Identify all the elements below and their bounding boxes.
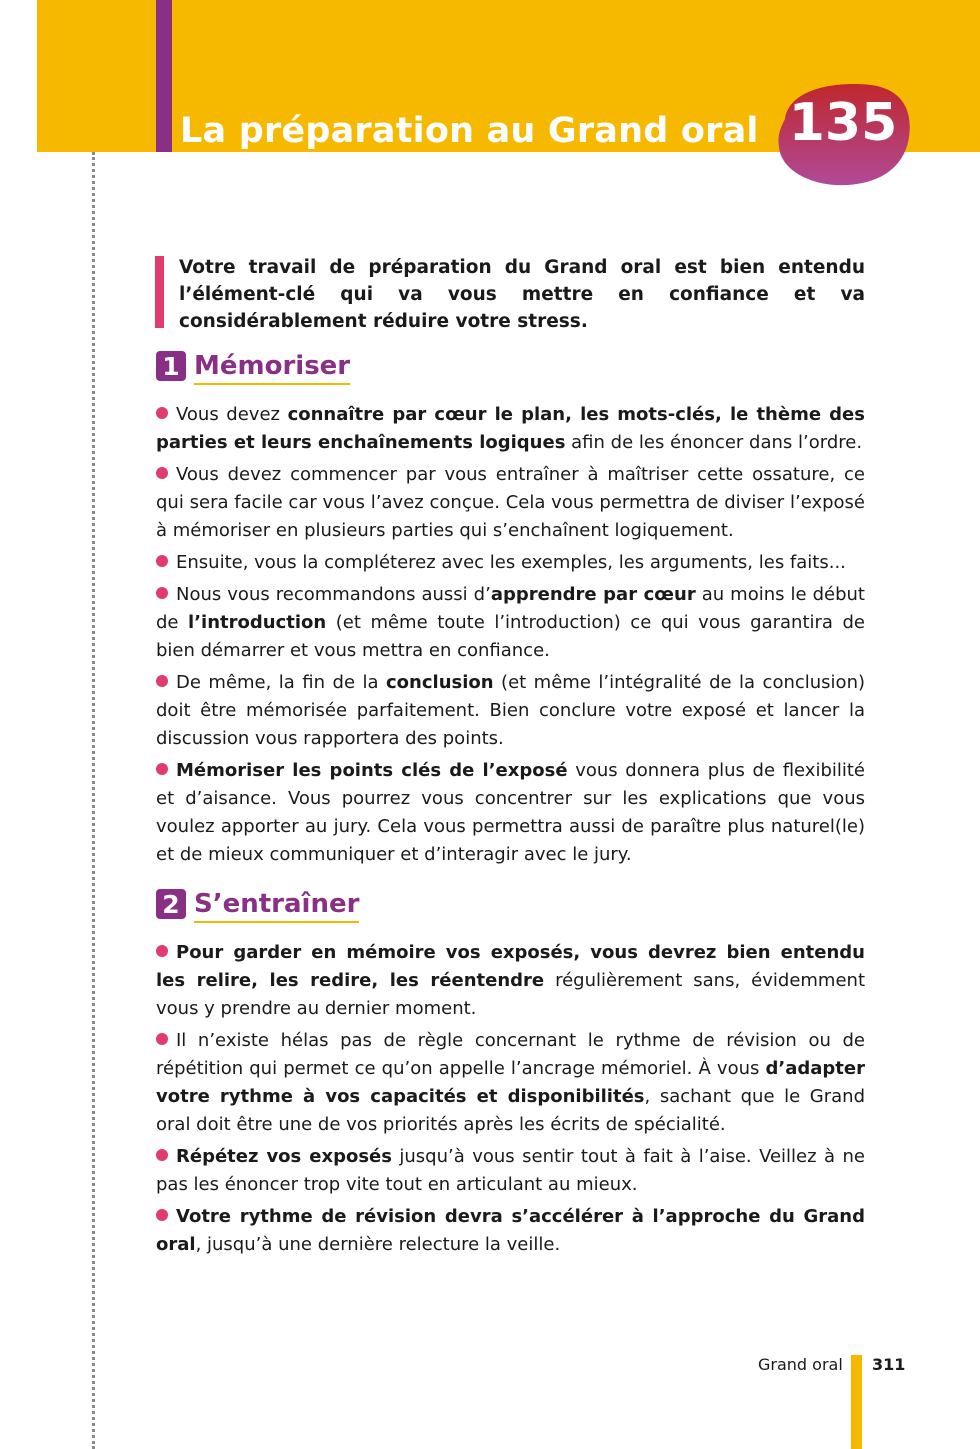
bullet-item <box>156 581 865 665</box>
bullet-text: Vous devez <box>176 404 288 425</box>
bullet-text: , jusqu’à une dernière relecture la veille. <box>195 1234 561 1255</box>
section-title: Mémoriser <box>194 349 350 385</box>
bullet-text: Ensuite, vous la compléterez avec les exemples, les arguments, les faits... <box>176 552 846 573</box>
bullet-item <box>156 549 865 577</box>
fiche-number-badge <box>775 79 911 189</box>
bullet-text: jusqu’à vous sentir tout à fait à l’aise. Veillez à ne pas les énoncer trop vite tout en articulant au mieux. <box>156 1146 865 1195</box>
bullet-text-bold: Répétez vos exposés <box>176 1146 392 1167</box>
bullet-dot-icon <box>156 555 168 567</box>
bullet-text-bold: Votre rythme de révision devra s’accélérer à l’approche du Grand oral <box>156 1206 865 1255</box>
bullet-text: (et même toute l’introduction) ce qui vous garantira de bien démarrer et vous mettra en confiance. <box>156 612 865 661</box>
section-number: 1 <box>156 351 186 381</box>
bullet-item <box>156 1027 865 1139</box>
header-accent-stripe <box>156 0 172 152</box>
bullet-text-bold: connaître par cœur le plan, les mots-clés, le thème des parties et leurs enchaînements logiques <box>156 404 865 453</box>
bullet-dot-icon <box>156 467 168 479</box>
margin-dotted-rule <box>92 152 95 1449</box>
bullet-item <box>156 669 865 753</box>
bullet-text-bold: d’adapter votre rythme à vos capacités et disponibilités <box>156 1058 865 1107</box>
intro-accent-bar <box>155 256 164 328</box>
bullet-text: Nous vous recommandons aussi d’ <box>176 584 491 605</box>
bullet-text-bold: Pour garder en mémoire vos exposés, vous devrez bien entendu les relire, les redire, les réentendre <box>156 942 865 991</box>
bullet-dot-icon <box>156 763 168 775</box>
bullet-item <box>156 1143 865 1199</box>
page-number: 311 <box>872 1355 906 1374</box>
bullet-dot-icon <box>156 675 168 687</box>
intro-paragraph: Votre travail de préparation du Grand oral est bien entendu l’élément-clé qui va vous mettre en confiance et va considérablement réduire votre stress. <box>179 257 865 332</box>
bullet-text: Vous devez commencer par vous entraîner à maîtriser cette ossature, ce qui sera facile car vous l’avez conçue. Cela vous permettra de diviser l’exposé à mémoriser en plusieurs parties qui s’enchaînent logiquement. <box>156 464 865 541</box>
bullet-item <box>156 939 865 1023</box>
fiche-number: 135 <box>788 93 898 153</box>
page-title: La préparation au Grand oral <box>180 111 759 151</box>
bullet-text: au moins le début de <box>156 584 865 633</box>
bullet-text: , sachant que le Grand oral doit être une de vos priorités après les écrits de spécialité. <box>156 1086 866 1135</box>
section-heading-memoriser <box>156 349 350 385</box>
bullet-text: De même, la fin de la <box>176 672 386 693</box>
section-title: S’entraîner <box>194 887 359 923</box>
bullet-text: afin de les énoncer dans l’ordre. <box>565 432 863 453</box>
bullet-item <box>156 757 865 869</box>
bullet-text-bold: apprendre par cœur <box>490 584 696 605</box>
section-body-memoriser <box>156 401 865 873</box>
bullet-dot-icon <box>156 1033 168 1045</box>
bullet-text-bold: l’introduction <box>188 612 327 633</box>
bullet-text: (et même l’intégralité de la conclusion) doit être mémorisée parfaitement. Bien conclure votre exposé et lancer la discussion vous rapportera des points. <box>156 672 865 749</box>
bullet-dot-icon <box>156 587 168 599</box>
bullet-text-bold: conclusion <box>386 672 494 693</box>
footer-accent-bar <box>851 1355 862 1449</box>
bullet-text: vous donnera plus de flexibilité et d’aisance. Vous pourrez vous concentrer sur les explications que vous voulez apporter au jury. Cela vous permettra aussi de paraître plus naturel(le) et de mieux communiquer et d’interagir avec le jury. <box>156 760 866 865</box>
bullet-dot-icon <box>156 1209 168 1221</box>
bullet-dot-icon <box>156 1149 168 1161</box>
bullet-text-bold: Mémoriser les points clés de l’exposé <box>176 760 568 781</box>
section-heading-sentrainer <box>156 887 359 923</box>
bullet-item <box>156 1203 865 1259</box>
bullet-dot-icon <box>156 945 168 957</box>
bullet-dot-icon <box>156 407 168 419</box>
bullet-item <box>156 401 865 457</box>
footer-label: Grand oral <box>758 1355 843 1374</box>
section-number: 2 <box>156 889 186 919</box>
bullet-item <box>156 461 865 545</box>
bullet-text: régulièrement sans, évidemment vous y prendre au dernier moment. <box>156 970 865 1019</box>
section-body-sentrainer <box>156 939 865 1263</box>
bullet-text: Il n’existe hélas pas de règle concernant le rythme de révision ou de répétition qui permet ce qu’on appelle l’ancrage mémoriel. À vous <box>156 1030 865 1079</box>
